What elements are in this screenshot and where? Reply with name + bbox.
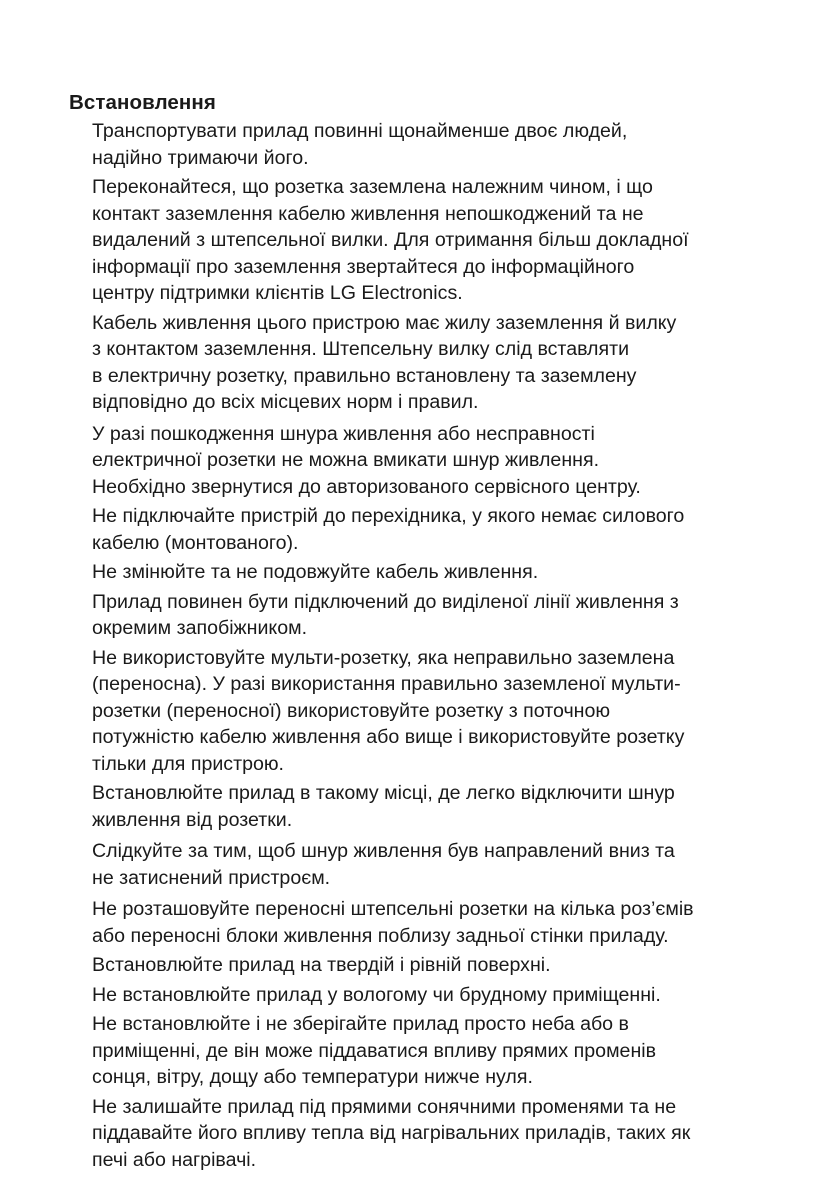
text-line: інформації про заземлення звертайтеся до інформаційного <box>92 255 635 278</box>
text-line: кабелю (монтованого). <box>92 531 299 554</box>
text-line: Не встановлюйте і не зберігайте прилад просто неба або в <box>92 1013 629 1035</box>
text-line: печі або нагрівачі. <box>92 1148 257 1171</box>
text-line: Не підключайте пристрій до перехідника, у якого немає силового <box>92 505 685 527</box>
text-line: надійно тримаючи його. <box>92 146 309 169</box>
paragraph-cord-direction <box>92 838 812 891</box>
text-line: Транспортувати прилад повинні щонайменше двоє людей, <box>92 120 628 142</box>
paragraph-adapter <box>92 503 812 556</box>
text-line: потужністю кабелю живлення або вище і використовуйте розетку <box>92 726 685 748</box>
text-line: тільки для пристрою. <box>92 752 285 775</box>
paragraph-transport <box>92 118 812 171</box>
text-line: окремим запобіжником. <box>92 617 308 639</box>
paragraph-no-modify-cable <box>92 559 812 586</box>
text-line: приміщенні, де він може піддаватися впливу прямих променів <box>92 1039 657 1062</box>
text-line: Необхідно звернутися до авторизованого сервісного центру. <box>92 475 641 498</box>
text-line: Не використовуйте мульти-розетку, яка неправильно заземлена <box>92 646 675 669</box>
text-line: Слідкуйте за тим, щоб шнур живлення був направлений вниз та <box>92 840 675 862</box>
text-line: сонця, вітру, дощу або температури нижче нуля. <box>92 1066 533 1088</box>
text-line: в електричну розетку, правильно встановлену та заземлену <box>92 364 637 387</box>
text-line: Не встановлюйте прилад у вологому чи брудному приміщенні. <box>92 983 661 1006</box>
text-line: електричної розетки не можна вмикати шнур живлення. <box>92 449 600 471</box>
paragraph-level-surface <box>92 952 812 979</box>
text-line: Переконайтеся, що розетка заземлена належним чином, і що <box>92 176 653 198</box>
text-line: Встановлюйте прилад на твердій і рівній поверхні. <box>92 954 551 976</box>
text-line: живлення від розетки. <box>92 808 293 831</box>
paragraph-multi-socket <box>92 645 812 778</box>
instructions-body <box>92 118 812 1176</box>
text-line: відповідно до всіх місцевих норм і правил. <box>92 391 479 413</box>
paragraph-easy-unplug <box>92 780 812 833</box>
paragraph-wet-room <box>92 982 812 1009</box>
text-line: (переносна). У разі використання правильно заземленої мульти- <box>92 673 681 695</box>
paragraph-grounding-check <box>92 174 812 307</box>
paragraph-damaged-cord <box>92 421 812 501</box>
section-heading: Встановлення <box>69 91 216 114</box>
text-line: розетки (переносної) використовуйте розетку з поточною <box>92 699 611 722</box>
text-line: У разі пошкодження шнура живлення або несправності <box>92 422 595 445</box>
text-line: Прилад повинен бути підключений до виділеної лінії живлення з <box>92 590 679 613</box>
text-line: контакт заземлення кабелю живлення непошкоджений та не <box>92 202 644 225</box>
text-line: центру підтримки клієнтів LG Electronics. <box>92 282 463 304</box>
text-line: видалений з штепсельної вилки. Для отримання більш докладної <box>92 229 689 251</box>
text-line: Не змінюйте та не подовжуйте кабель живлення. <box>92 561 539 583</box>
paragraph-outdoor <box>92 1011 812 1091</box>
text-line: Кабель живлення цього пристрою має жилу заземлення й вилку <box>92 311 677 334</box>
text-line: Встановлюйте прилад в такому місці, де легко відключити шнур <box>92 782 675 804</box>
paragraph-power-cable-ground <box>92 310 812 416</box>
paragraph-sunlight-heat <box>92 1094 812 1174</box>
text-line: піддавайте його впливу тепла від нагрівальних приладів, таких як <box>92 1122 691 1144</box>
text-line: Не розташовуйте переносні штепсельні розетки на кілька роз’ємів <box>92 898 694 920</box>
text-line: з контактом заземлення. Штепсельну вилку слід вставляти <box>92 338 630 360</box>
text-line: Не залишайте прилад під прямими сонячними променями та не <box>92 1095 677 1118</box>
paragraph-dedicated-line <box>92 589 812 642</box>
paragraph-portable-outlets <box>92 896 812 949</box>
text-line: не затиснений пристроєм. <box>92 866 331 889</box>
text-line: або переносні блоки живлення поблизу задньої стінки приладу. <box>92 924 669 947</box>
